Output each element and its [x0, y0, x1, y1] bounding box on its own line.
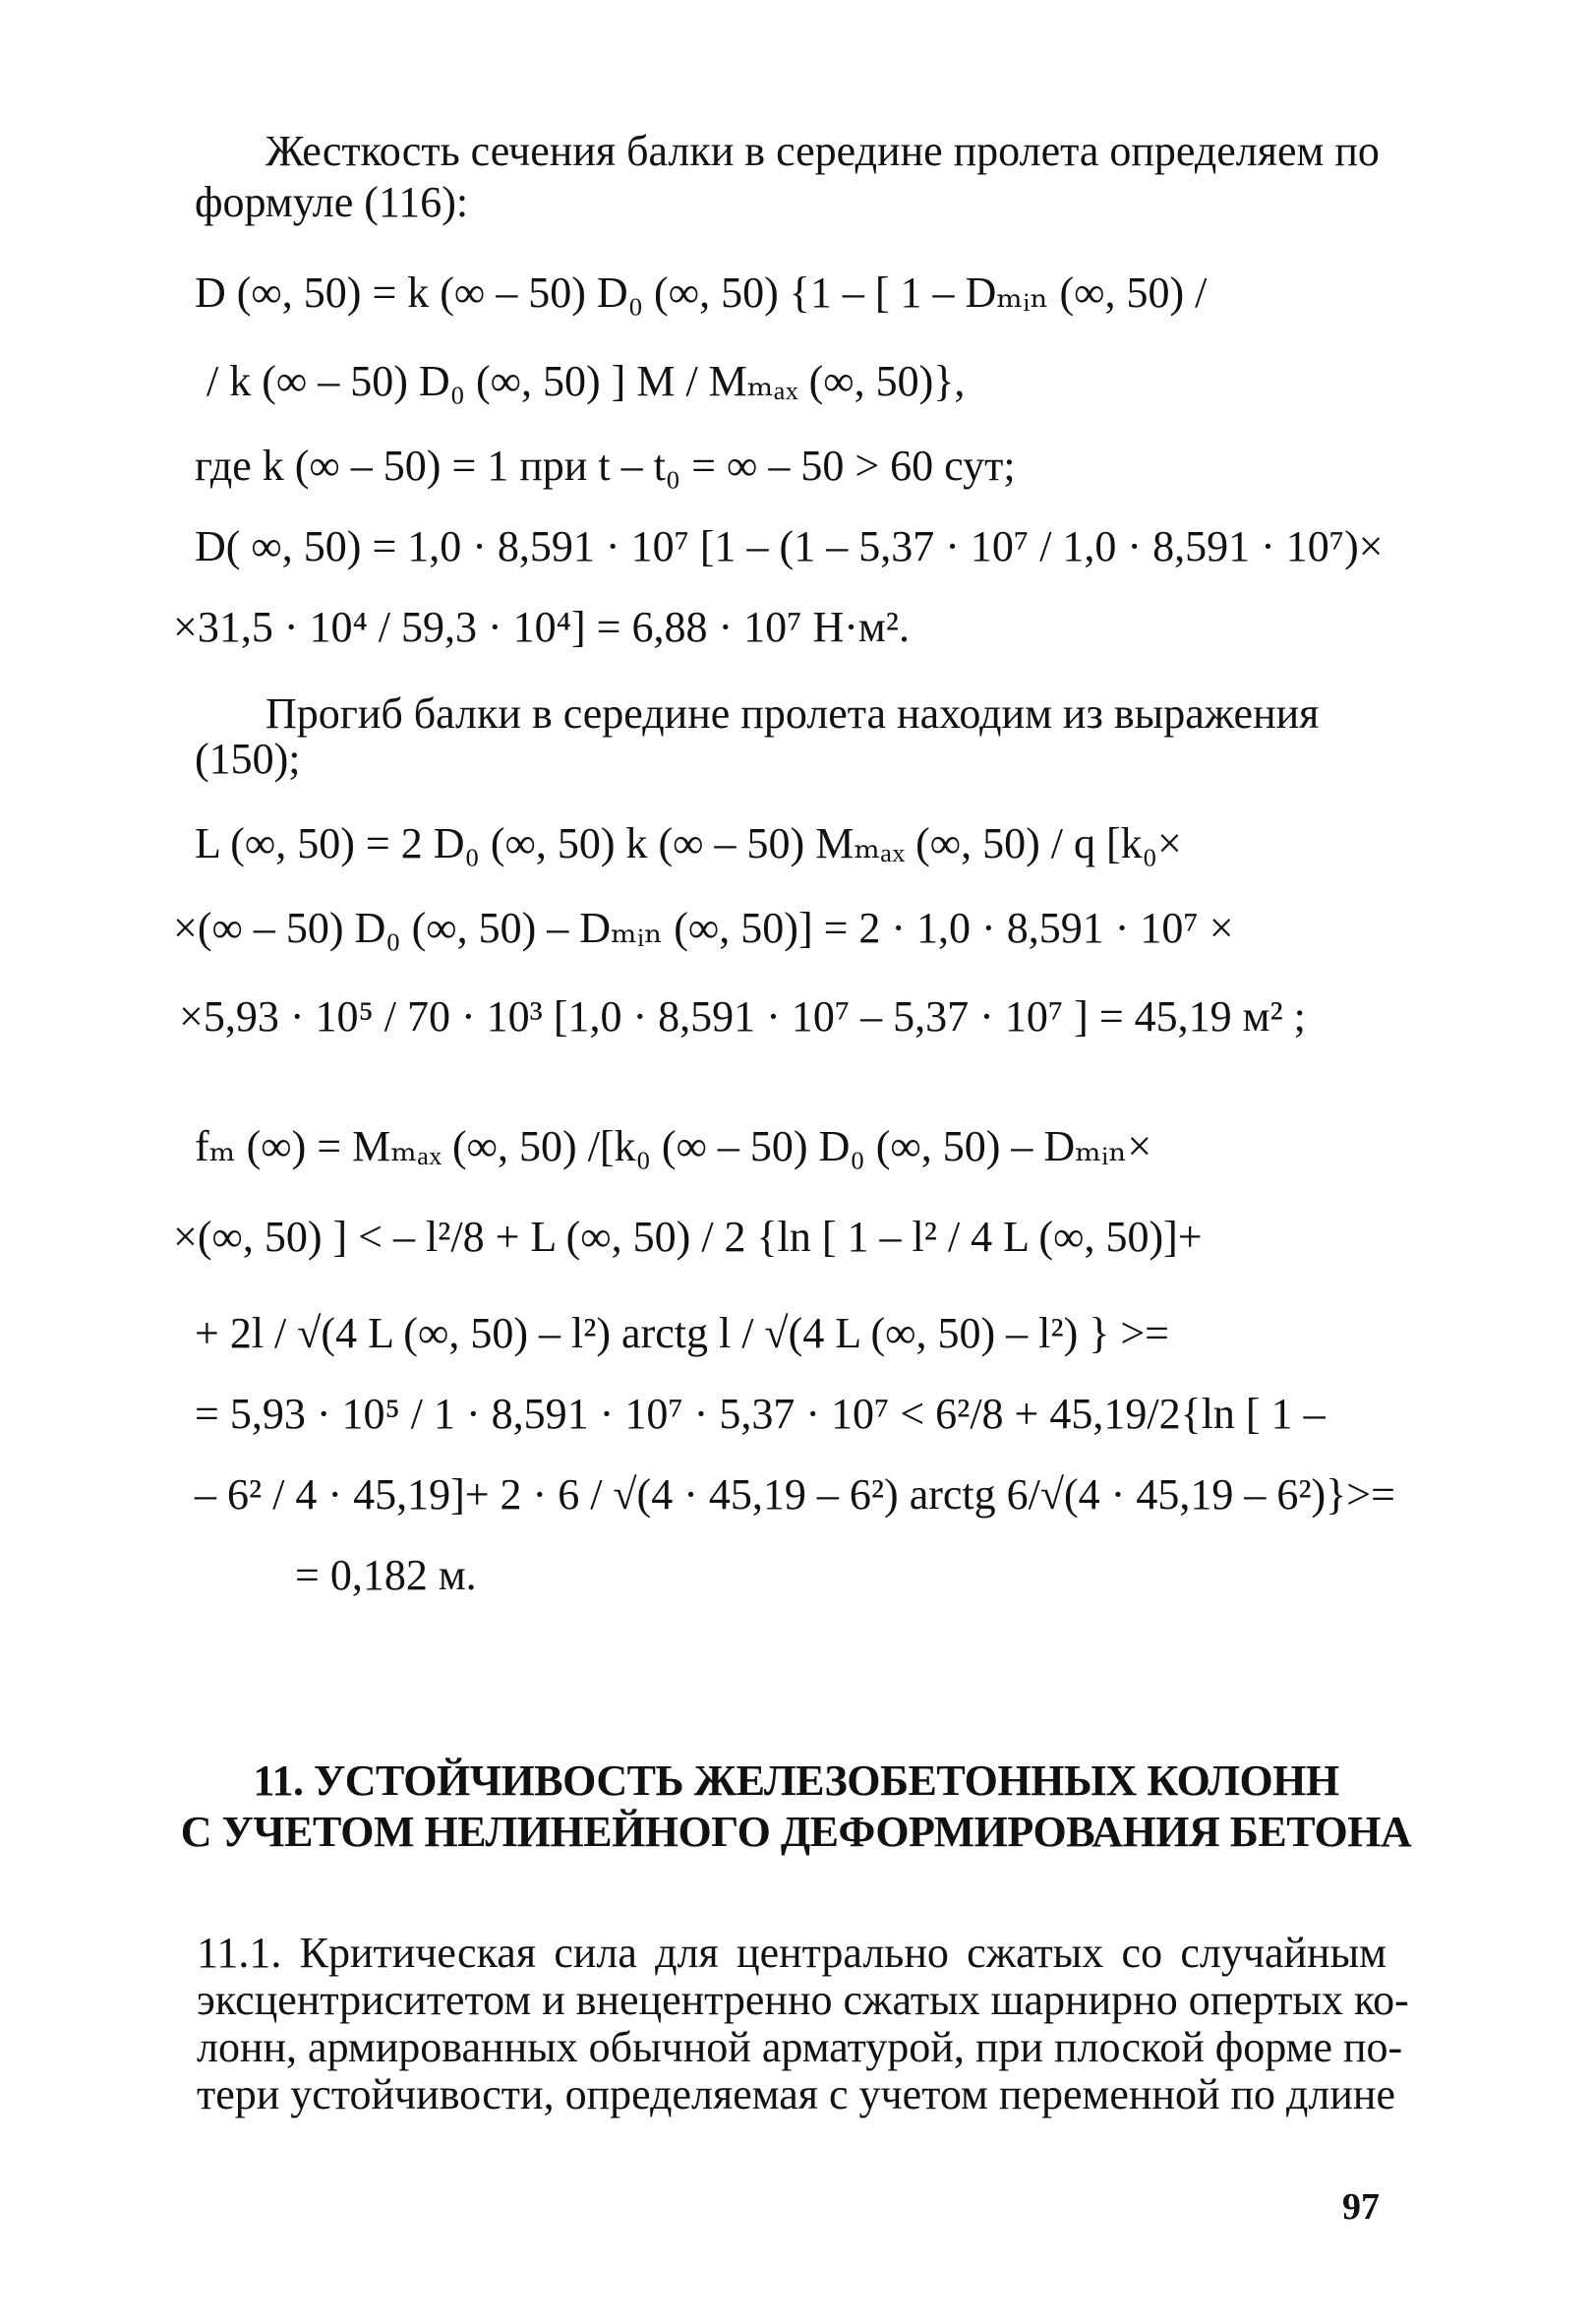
formula-line: ×5,93 · 10⁵ / 70 · 10³ [1,0 · 8,591 · 10⁷ – 5,37 · 10⁷ ] = 45,19 м² ;: [179, 992, 1306, 1041]
formula-line: ×(∞ – 50) D₀ (∞, 50) – Dₘᵢₙ (∞, 50)] = 2 · 1,0 · 8,591 · 10⁷ ×: [173, 904, 1234, 952]
formula-line: где k (∞ – 50) = 1 при t – t₀ = ∞ – 50 > 60 сут;: [195, 442, 1016, 490]
formula-line: = 0,182 м.: [295, 1551, 477, 1599]
paragraph-line: 11.1. Критическая сила для центрально сжатых со случайным: [197, 1929, 1386, 1977]
formula-line: fₘ (∞) = Mₘₐₓ (∞, 50) /[k₀ (∞ – 50) D₀ (∞, 50) – Dₘᵢₙ×: [195, 1122, 1152, 1170]
formula-line: D (∞, 50) = k (∞ – 50) D₀ (∞, 50) {1 – [ 1 – Dₘᵢₙ (∞, 50) /: [195, 268, 1208, 317]
formula-line: – 6² / 4 · 45,19]+ 2 · 6 / √(4 · 45,19 – 6²) arctg 6/√(4 · 45,19 – 6²)}>=: [195, 1470, 1395, 1519]
paragraph-line: лонн, армированных обычной арматурой, при плоской форме по-: [197, 2023, 1403, 2071]
formula-line: + 2l / √(4 L (∞, 50) – l²) arctg l / √(4 L (∞, 50) – l²) } >=: [195, 1309, 1169, 1357]
paragraph-line: эксцентриситетом и внецентренно сжатых шарнирно опертых ко-: [197, 1976, 1409, 2024]
intro-text-line: Жесткость сечения балки в середине пролета определяем по: [265, 127, 1380, 175]
formula-line: / k (∞ – 50) D₀ (∞, 50) ] M / Mₘₐₓ (∞, 50)},: [206, 357, 966, 405]
section-title-line2: С УЧЕТОМ НЕЛИНЕЙНОГО ДЕФОРМИРОВАНИЯ БЕТОНА: [180, 1808, 1412, 1856]
formula-line: ×(∞, 50) ] < – l²/8 + L (∞, 50) / 2 {ln [ 1 – l² / 4 L (∞, 50)]+: [173, 1213, 1203, 1261]
page-number: 97: [1342, 2186, 1380, 2228]
formula-line: = 5,93 · 10⁵ / 1 · 8,591 · 10⁷ · 5,37 · 10⁷ < 6²/8 + 45,19/2{ln [ 1 –: [195, 1390, 1326, 1438]
formula-line: D( ∞, 50) = 1,0 · 8,591 · 10⁷ [1 – (1 – 5,37 · 10⁷ / 1,0 · 8,591 · 10⁷)×: [195, 522, 1384, 570]
intro-text-line: формуле (116):: [195, 178, 469, 226]
intro-text-line: (150);: [195, 735, 301, 783]
intro-text-line: Прогиб балки в середине пролета находим из выражения: [265, 689, 1320, 738]
paragraph-line: тери устойчивости, определяемая с учетом переменной по длине: [197, 2070, 1396, 2118]
formula-line: L (∞, 50) = 2 D₀ (∞, 50) k (∞ – 50) Mₘₐₓ (∞, 50) / q [k₀×: [195, 819, 1182, 867]
section-title-line1: 11. УСТОЙЧИВОСТЬ ЖЕЛЕЗОБЕТОННЫХ КОЛОНН: [253, 1757, 1339, 1805]
formula-line: ×31,5 · 10⁴ / 59,3 · 10⁴] = 6,88 · 10⁷ Н·м².: [173, 603, 910, 651]
